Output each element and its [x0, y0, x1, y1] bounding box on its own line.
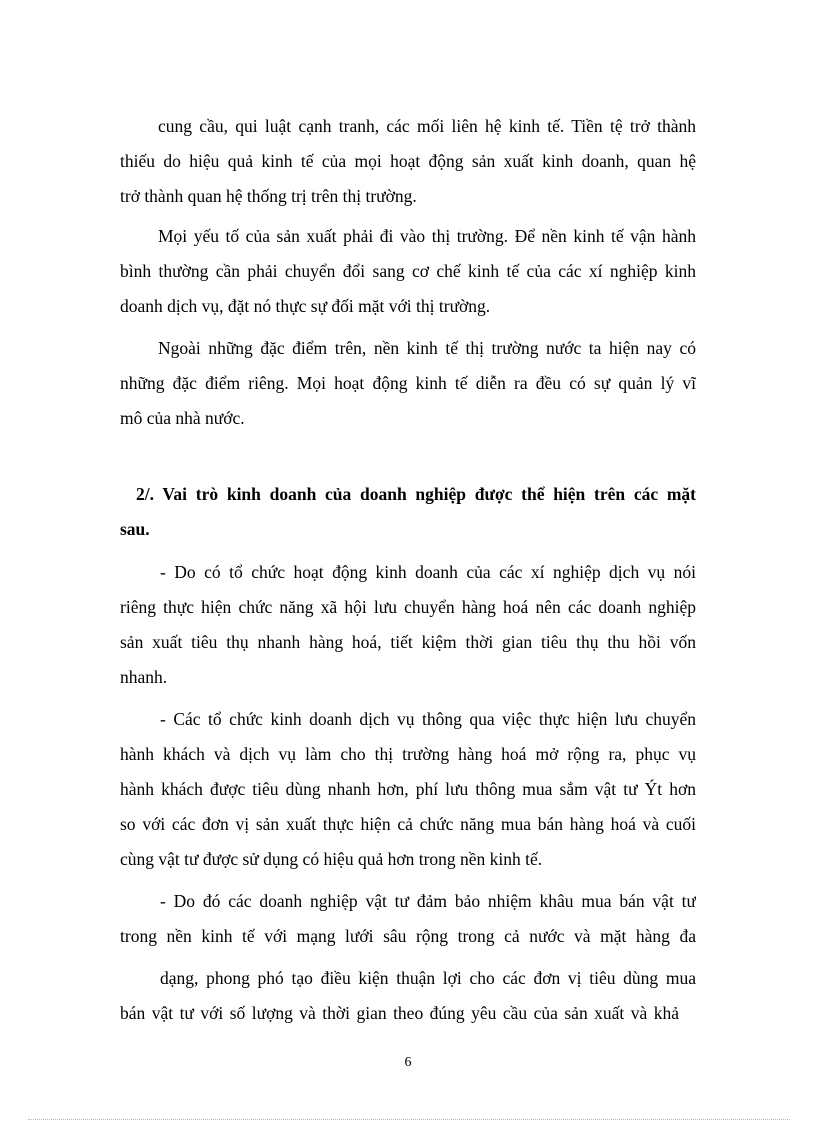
paragraph-8-line-1: dạng, phong phó tạo điều kiện thuận lợi cho các đơn vị tiêu dùng mua [160, 968, 696, 988]
page-footer-divider [28, 1119, 790, 1120]
paragraph-7-line-2: trong nền kinh tế với mạng lưới sâu rộng trong cả nước và mặt hàng đa [120, 926, 696, 946]
paragraph-6-line-5: cùng vật tư được sử dụng có hiệu quả hơn trong nền kinh tế. [120, 849, 543, 869]
section-heading-line-1: 2/. Vai trò kinh doanh của doanh nghiệp được thể hiện trên các mặt [136, 484, 696, 504]
paragraph-6-line-3: hành khách được tiêu dùng nhanh hơn, phí lưu thông mua sắm vật tư Ýt hơn [120, 779, 696, 799]
paragraph-5-line-3: sản xuất tiêu thụ nhanh hàng hoá, tiết kiệm thời gian tiêu thụ thu hồi vốn [120, 632, 696, 652]
paragraph-1-line-1: cung cầu, qui luật cạnh tranh, các mối liên hệ kinh tế. Tiền tệ trở thành [158, 116, 696, 136]
paragraph-2-line-2: bình thường cần phải chuyển đổi sang cơ chế kinh tế của các xí nghiệp kinh [120, 261, 696, 281]
paragraph-6-line-1: - Các tổ chức kinh doanh dịch vụ thông qua việc thực hiện lưu chuyển [160, 709, 696, 729]
paragraph-2-line-3: doanh dịch vụ, đặt nó thực sự đối mặt với thị trường. [120, 296, 491, 316]
paragraph-5-line-2: riêng thực hiện chức năng xã hội lưu chuyển hàng hoá nên các doanh nghiệp [120, 597, 696, 617]
paragraph-3-line-1: Ngoài những đặc điểm trên, nền kinh tế thị trường nước ta hiện nay có [158, 338, 696, 358]
paragraph-3-line-2: những đặc điểm riêng. Mọi hoạt động kinh tế diễn ra đều có sự quản lý vĩ [120, 373, 696, 393]
paragraph-5-line-1: - Do có tổ chức hoạt động kinh doanh của các xí nghiệp dịch vụ nói [160, 562, 696, 582]
paragraph-7-line-1: - Do đó các doanh nghiệp vật tư đảm bảo nhiệm khâu mua bán vật tư [160, 891, 696, 911]
section-heading-line-2: sau. [120, 519, 150, 539]
paragraph-6-line-2: hành khách và dịch vụ làm cho thị trường hàng hoá mở rộng ra, phục vụ [120, 744, 696, 764]
paragraph-8-line-2: bán vật tư với số lượng và thời gian theo đúng yêu cầu của sản xuất và khả [120, 1003, 679, 1023]
paragraph-6-line-4: so với các đơn vị sản xuất thực hiện cả chức năng mua bán hàng hoá và cuối [120, 814, 696, 834]
paragraph-3-line-3: mô của nhà nước. [120, 408, 245, 428]
paragraph-5-line-4: nhanh. [120, 667, 168, 687]
paragraph-1-line-3: trở thành quan hệ thống trị trên thị trường. [120, 186, 417, 206]
paragraph-2-line-1: Mọi yếu tố của sản xuất phải đi vào thị trường. Để nền kinh tế vận hành [158, 226, 696, 246]
page-number: 6 [404, 1055, 412, 1070]
paragraph-1-line-2: thiếu do hiệu quả kinh tế của mọi hoạt động sản xuất kinh doanh, quan hệ [120, 151, 696, 171]
